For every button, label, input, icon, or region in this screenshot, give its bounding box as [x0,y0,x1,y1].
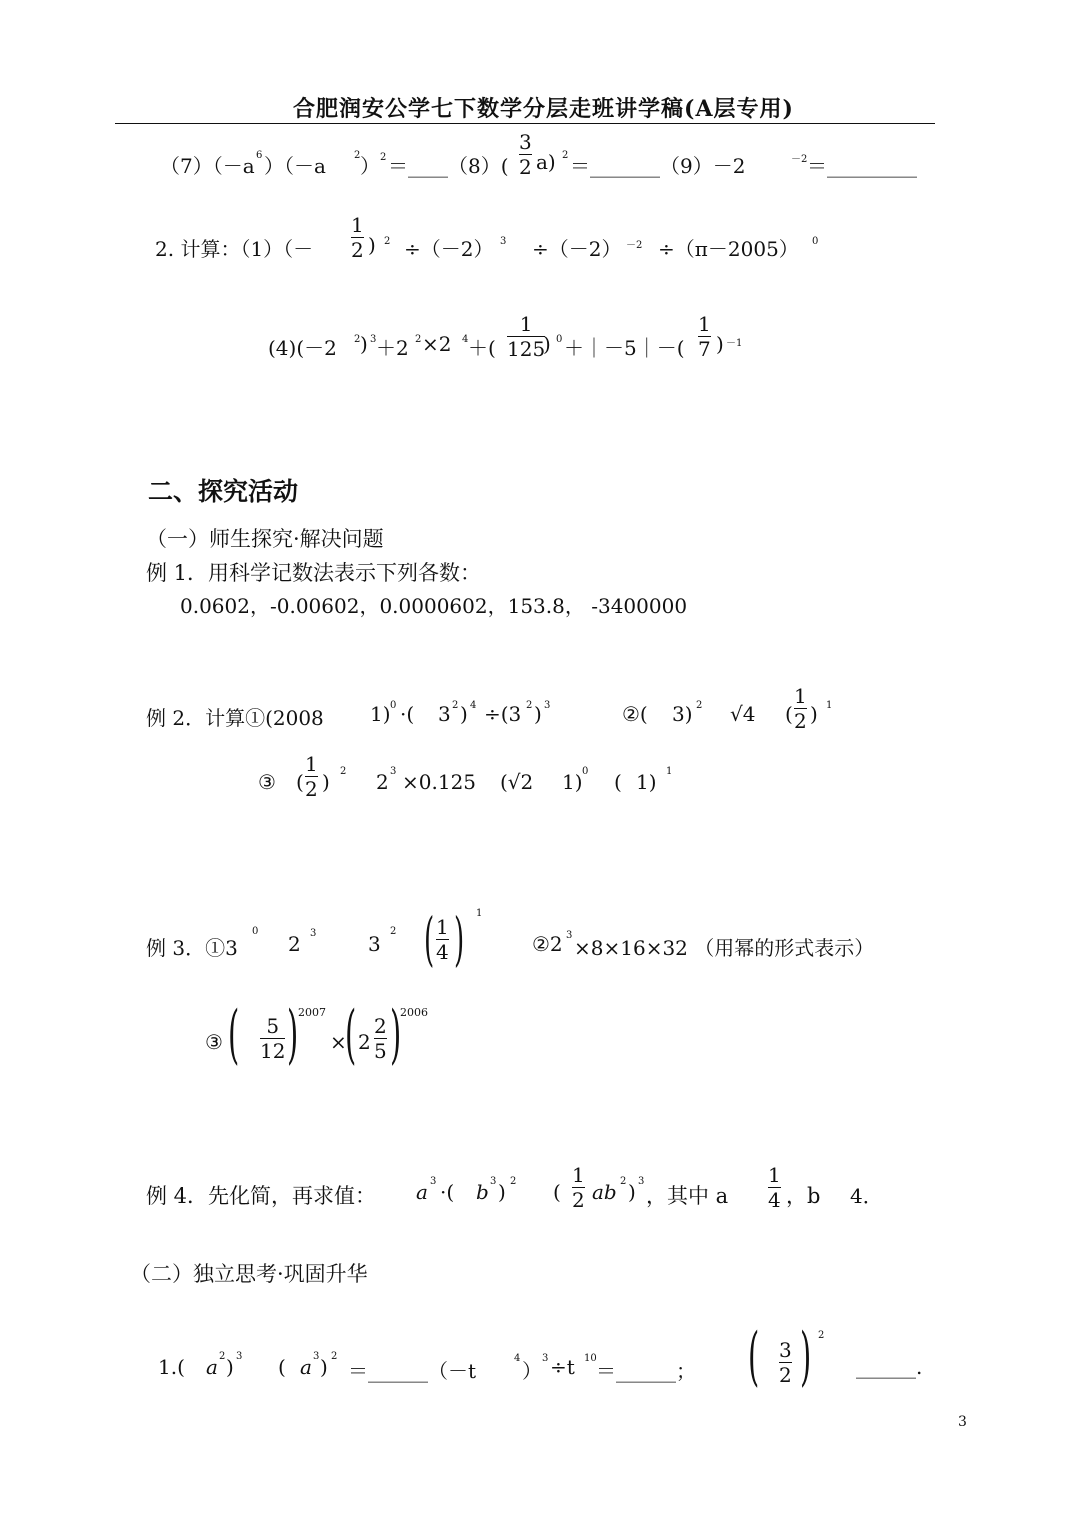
exponent: 3 [310,928,317,939]
q1-var-a: a [206,1355,218,1379]
exponent: 0 [556,334,563,345]
q2-label: 2. 计算：（1）（－ [155,237,314,261]
numerator: 1 [436,915,449,939]
exponent: 3 [430,1176,437,1187]
var-a: a [416,1180,428,1204]
denominator: 5 [374,1039,387,1063]
ex2-p3h: 1) [636,770,657,794]
exponent: 2 [390,926,397,937]
example-1-values: 0.0602，-0.00602，0.0000602，153.8， -3400000 [180,594,688,618]
exponent: 2 [696,700,703,711]
numerator: 1 [794,684,807,708]
ex3-p1b: 2 [288,932,301,956]
var-b: b [476,1180,489,1204]
right-paren: ) [287,998,299,1072]
ex2-p1f: ÷(3 [484,702,522,726]
fraction-1-over-2 [572,1163,585,1212]
right-paren: ) [454,905,465,973]
numerator: 3 [779,1338,792,1362]
exponent: 2 [620,1176,627,1187]
ex2-p2e: ) [810,702,818,726]
ex4-where: ，其中 a [646,1184,729,1208]
ex3-p2: ②2 [532,932,563,956]
numerator: 1 [351,213,364,237]
q1-f: ) [320,1355,328,1379]
exponent: 2 [562,150,569,161]
numerator: 2 [374,1014,387,1038]
ex2-p1d: 3 [438,702,451,726]
ex2-p3g: ( [614,770,622,794]
exponent: 4 [462,334,469,345]
denominator: 2 [794,709,807,733]
ex2-p1b: 1) [370,702,391,726]
ex2-p3f: 1) [562,770,583,794]
section-heading: 二、探究活动 [148,477,299,506]
page-number: 3 [958,1414,967,1430]
denominator: 125 [507,337,546,361]
ex3-label: 例 3．①3 [146,936,238,960]
q1-k: ______. [856,1355,923,1379]
ex4-b: ，b [786,1184,821,1208]
exponent: 2 [354,334,361,345]
subsection-1-title: （一）师生探究·解决问题 [146,527,384,551]
exponent: 2 [354,150,361,161]
var-ab: ab [592,1180,617,1204]
q1-a: 1.( [158,1355,185,1379]
exponent: 2 [331,1351,338,1362]
left-paren: ( [748,1320,760,1394]
ex2-p3: ③ [258,770,276,794]
exponent: 2 [818,1330,825,1341]
fraction-3-over-2 [779,1338,792,1387]
exponent: －2 [791,154,808,165]
q1-h: ） [522,1359,542,1383]
numerator: 1 [768,1163,781,1187]
exponent: 2 [384,236,391,247]
numerator: 1 [572,1163,585,1187]
exponent: 2 [452,700,459,711]
denominator: 2 [779,1363,792,1387]
exponent: 3 [313,1351,320,1362]
exponent: 2 [415,334,422,345]
exponent: 1 [666,766,673,777]
exponent: 2 [380,152,387,163]
fraction-1-over-2 [351,213,364,262]
q1-i: ÷t [550,1355,575,1379]
ex4-b-value: 4． [850,1184,883,1208]
numerator: 1 [305,752,318,776]
ex4-open: ( [553,1180,561,1204]
ex2-p2b: 3) [672,702,693,726]
ex2-p2d: ( [785,702,793,726]
exponent: 1 [826,700,833,711]
ex2-p2c: √4 [730,702,756,726]
header-rule [115,123,935,124]
exponent: 6 [256,150,263,161]
exponent: 2 [340,766,347,777]
item-9-answer: ＝_________ [807,154,917,178]
item-7-part-b: ）（－a [264,154,326,178]
ex2-p1c: ·( [400,702,415,726]
item-9-part: ＝_______（9）－2 [570,154,746,178]
fraction-1-over-4 [436,915,449,964]
denominator: 12 [260,1039,286,1063]
q4-part-b: ) [360,332,368,356]
exponent: 3 [638,1176,645,1187]
ex3-p1c: 3 [368,932,381,956]
denominator: 2 [351,238,364,262]
subsection-2-title: （二）独立思考·巩固升华 [130,1262,368,1286]
ex4-close: ) [498,1180,506,1204]
numerator: 1 [698,312,711,336]
exponent: 3 [490,1176,497,1187]
exponent: 2 [510,1176,517,1187]
item-7-part: （7）（－a [160,154,255,178]
q1-d: ( [278,1355,286,1379]
exponent: 3 [236,1351,243,1362]
exponent: 4 [470,700,477,711]
numerator: 5 [266,1014,280,1038]
q4-part-e: ＋( [468,336,496,360]
ex2-p3d: ×0.125 [402,770,477,794]
q1-j: ＝______； [596,1359,696,1383]
exponent: 0 [812,236,819,247]
denominator: 2 [519,155,532,179]
q1-g: ＝______（－t [348,1359,477,1383]
q1-var-a2: a [300,1355,312,1379]
times-sign: × [330,1030,347,1054]
exponent: 0 [582,766,589,777]
denominator: 4 [768,1188,781,1212]
example-1-title: 例 1．用科学记数法表示下列各数： [146,561,482,585]
item-7-part-c: ） [360,154,380,178]
ex2-p1g: ) [534,702,542,726]
fraction-3-over-2 [519,130,532,179]
q2-div2: ÷（－2） [532,237,622,261]
q4-part-a: (4)(－2 [268,336,337,360]
right-paren: ) [800,1320,812,1394]
exponent: －1 [726,338,743,349]
q2-paren: ) [368,233,376,257]
q4-part-g: ) [543,332,551,356]
page-header-title: 合肥润安公学七下数学分层走班讲学稿(A层专用) [293,96,794,122]
ex2-label: 例 2．计算①(2008 [146,706,324,730]
exponent: 0 [252,926,259,937]
exponent: 3 [542,1353,549,1364]
fraction-5-over-12 [260,1014,285,1063]
denominator: 2 [572,1188,585,1212]
numerator: 1 [519,312,533,336]
exponent: 2 [526,700,533,711]
mixed-whole: 2 [358,1030,371,1054]
ex2-p3e: (√2 [500,770,534,794]
right-paren: ) [390,998,402,1072]
ex2-p1e: ) [460,702,468,726]
ex2-p3c: 2 [376,770,389,794]
denominator: 2 [305,777,318,801]
fraction-1-over-4 [768,1163,781,1212]
ex4-close2: ) [628,1180,636,1204]
ex2-p3a: ( [296,770,304,794]
exponent: 3 [370,334,377,345]
ex4-label: 例 4．先化简，再求值： [146,1184,377,1208]
left-paren: ( [424,905,435,973]
numerator: 3 [519,130,532,154]
fraction-1-over-2 [794,684,807,733]
ex2-p3b: ) [322,770,330,794]
exponent: 10 [584,1353,597,1364]
fraction-1-over-125 [507,312,545,361]
q4-part-i: ) [716,332,724,356]
q2-div1: ÷（－2） [404,237,494,261]
exponent: 1 [476,908,483,919]
ex3-p2b: ×8×16×32 （用幂的形式表示） [574,936,875,960]
denominator: 7 [698,337,711,361]
fraction-1-over-7 [698,312,711,361]
exponent-2006: 2006 [400,1006,428,1019]
fraction-1-over-2 [305,752,318,801]
item-7-8-part: ＝____（8）( [388,154,509,178]
exponent: －2 [626,240,643,251]
item-8-part: a) [536,150,556,174]
exponent: 3 [566,930,573,941]
exponent: 4 [514,1353,521,1364]
left-paren: ( [228,998,240,1072]
q4-part-d: ×2 [422,332,452,356]
denominator: 4 [436,940,449,964]
q1-c: ) [226,1355,234,1379]
exponent: 3 [500,236,507,247]
fraction-2-over-5 [374,1014,387,1063]
exponent: 2 [219,1351,226,1362]
ex2-p2: ②( [622,702,648,726]
exponent: 3 [390,766,397,777]
ex3-p3: ③ [205,1030,223,1054]
left-paren: ( [345,998,357,1072]
q4-part-h: ＋｜－5｜－( [564,336,685,360]
exponent: 3 [544,700,551,711]
exponent: 0 [390,700,397,711]
exponent-2007: 2007 [298,1006,326,1019]
q2-div3: ÷（π－2005） [658,237,799,261]
ex4-dot-paren: ·( [440,1180,455,1204]
q4-part-c: ＋2 [376,336,409,360]
